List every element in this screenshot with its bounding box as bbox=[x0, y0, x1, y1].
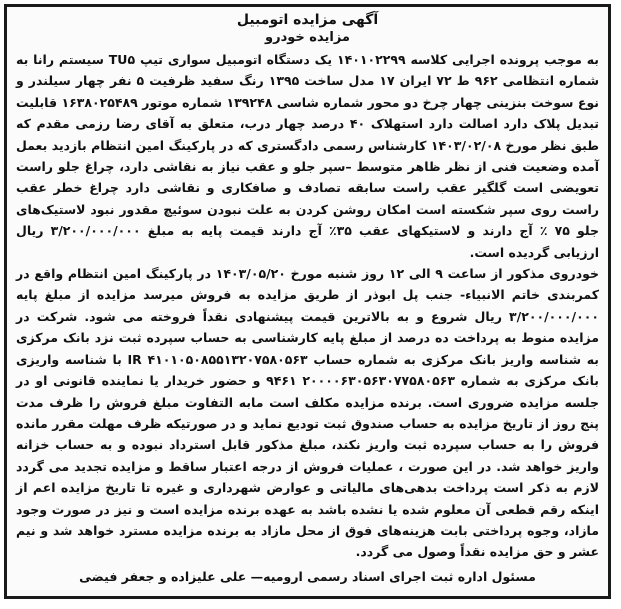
notice-paragraph-terms: خودروی مذکور از ساعت ۹ الی ۱۲ روز شنبه مورخ ۱۴۰۳/۰۵/۲۰ در پارکینگ امین انتظام واقع در کمربندی خاتم الانبیاء- جنب پل ابوذر از طریق مزایده به فروش میرسد مزایده از مبلغ پایه ۳/۲۰۰/۰۰۰/۰۰۰ ریال شروع و به بالاترین قیمت پیشنهادی نقداً فروخته می شود. شرکت در مزایده منوط به پرداخت ده درصد از مبلغ پایه کارشناسی به حساب سپرده ثبت نزد بانک مرکزی به شناسه واریز بانک مرکزی به شماره حساب ۴۱۰۱۰۵۰۸۵۵۱۳۲۰۷۵۸۰۵۶۳ IR با شناسه واریزی بانک مرکزی به شماره ۲۰۰۰۰۶۳۰۵۶۳۰۷۷۵۸۰۵۶۳ ۹۴۶۱ و حضور خریدار یا نماینده قانونی او در جلسه مزایده ضروری است. برنده مزایده مکلف است مابه التفاوت مبلغ فروش را ظرف مدت پنج روز از تاریخ مزایده به حساب صندوق ثبت تودیع نماید و در صورتیکه ظرف مهلت مقرر مانده فروش را به حساب سپرده ثبت واریز نکند، مبلغ مذکور قابل استرداد نبوده و به حساب خزانه واریز خواهد شد. در این صورت ، عملیات فروش از درجه اعتبار ساقط و مزایده تجدید می گردد لازم به ذکر است پرداخت بدهی‌های مالیاتی و عوارض شهرداری و غیره تا تاریخ مزایده اعم از اینکه رقم قطعی آن معلوم شده یا نشده باشد به عهده برنده مزایده است و نیز در صورت وجود مازاد، وجوه پرداختی بابت هزینه‌های فوق از محل مازاد به برنده مزایده مسترد خواهد شد و نیم عشر و حق مزایده نقداً وصول می گردد. bbox=[16, 266, 599, 560]
notice-signature: مسئول اداره ثبت اجرای اسناد رسمی ارومیه— علی علیزاده و جعفر فیضی bbox=[79, 568, 536, 584]
notice-title: آگهی مزایده اتومبیل bbox=[236, 12, 379, 28]
notice-subtitle: مزایده خودرو bbox=[265, 30, 350, 45]
auction-notice bbox=[4, 4, 611, 599]
notice-paragraph-vehicle: به موجب پرونده اجرایی کلاسه ۱۴۰۱۰۲۲۹۹ یک دستگاه اتومبیل سواری تیپ TU۵ سیستم رانا به شماره انتظامی ۹۶۲ ط ۷۲ ایران ۱۷ مدل ساخت ۱۳۹۵ رنگ سفید ظرفیت ۵ نفر چهار سیلندر و نوع سوخت بنزینی چهار چرخ دو محور شماره شاسی ۱۳۹۲۴۸ شماره موتور ۱۶۳۸۰۲۵۴۸۹ قابلیت تبدیل پلاک دارد اصالت دارد استهلاک ۴۰ درصد چهار درب، متعلق به آقای رضا رزمی مقدم که طبق نظر مورخ ۱۴۰۳/۰۲/۰۸ کارشناس رسمی دادگستری که در پارکینگ امین انتظام بازدید بعمل آمده وضعیت فنی از نظر ظاهر متوسط –سپر جلو و عقب نیاز به نقاشی دارد، چراغ جلو راست تعویضی است گلگیر عقب راست سابقه تصادف و صافکاری و نقاشی دارد چراغ خطر عقب راست روی سپر شکسته است امکان روشن کردن به علت نبودن سوئیچ مقدور نبود لاستیک‌های جلو ۷۵ ٪ آج دارند و لاستیکهای عقب ۳۵٪ آج دارند قیمت پایه به مبلغ ۳/۲۰۰/۰۰۰/۰۰۰ ریال ارزیابی گردیده است. bbox=[16, 52, 599, 260]
